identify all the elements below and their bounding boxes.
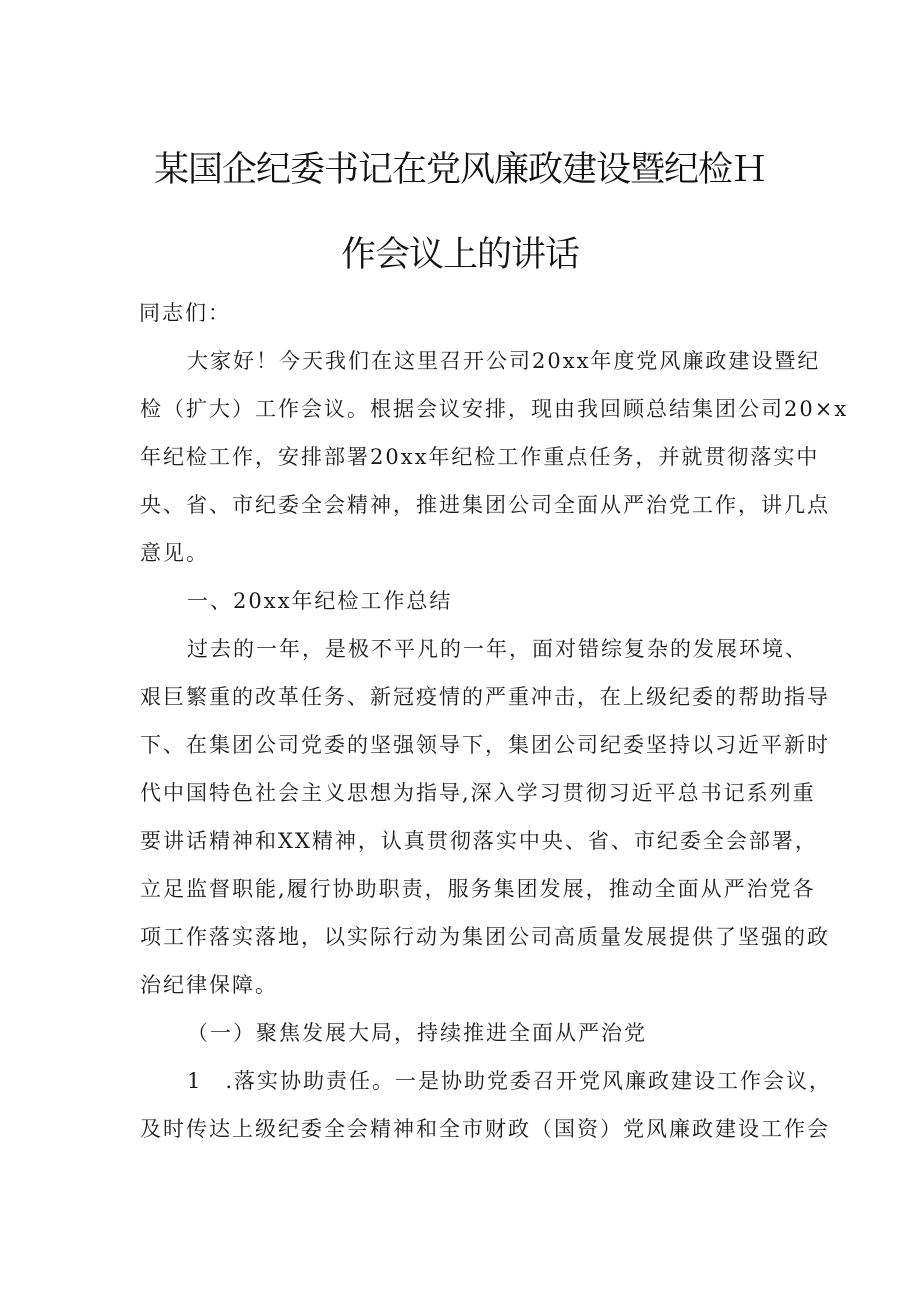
paragraph-2-line-8: 治纪律保障。 bbox=[140, 973, 278, 997]
paragraph-3-line-2: 及时传达上级纪委全会精神和全市财政（国资）党风廉政建设工作会 bbox=[140, 1117, 830, 1141]
paragraph-1-line-5: 意见。 bbox=[140, 541, 209, 565]
paragraph-1-line-1: 大家好！今天我们在这里召开公司20xx年度党风廉政建设暨纪 bbox=[187, 349, 821, 373]
paragraph-3-line-1: 1 .落实协助责任。一是协助党委召开党风廉政建设工作会议， bbox=[187, 1069, 833, 1093]
document-title-line-1: 某国企纪委书记在党风廉政建设暨纪检Ｈ bbox=[153, 150, 766, 190]
subsection-heading-1: （一）聚焦发展大局，持续推进全面从严治党 bbox=[187, 1021, 647, 1045]
paragraph-2-line-1: 过去的一年，是极不平凡的一年，面对错综复杂的发展环境、 bbox=[187, 637, 808, 661]
paragraph-1-line-3: 年纪检工作，安排部署20xx年纪检工作重点任务，并就贯彻落实中 bbox=[140, 445, 820, 469]
paragraph-1-line-4: 央、省、市纪委全会精神，推进集团公司全面从严治党工作，讲几点 bbox=[140, 493, 830, 517]
paragraph-1-line-2: 检（扩大）工作会议。根据会议安排，现由我回顾总结集团公司20×x bbox=[140, 397, 849, 421]
paragraph-2-line-5: 要讲话精神和XX精神，认真贯彻落实中央、省、市纪委全会部署， bbox=[140, 829, 818, 853]
section-heading-1: 一、20xx年纪检工作总结 bbox=[187, 589, 453, 613]
paragraph-2-line-3: 下、在集团公司党委的坚强领导下，集团公司纪委坚持以习近平新时 bbox=[140, 733, 830, 757]
paragraph-2-line-4: 代中国特色社会主义思想为指导,深入学习贯彻习近平总书记系列重 bbox=[140, 781, 816, 805]
paragraph-2-line-2: 艰巨繁重的改革任务、新冠疫情的严重冲击，在上级纪委的帮助指导 bbox=[140, 685, 830, 709]
document-title-line-2: 作会议上的讲话 bbox=[340, 235, 579, 275]
paragraph-2-line-6: 立足监督职能,履行协助职责，服务集团发展，推动全面从严治党各 bbox=[140, 877, 816, 901]
salutation: 同志们： bbox=[139, 301, 231, 325]
paragraph-2-line-7: 项工作落实落地，以实际行动为集团公司高质量发展提供了坚强的政 bbox=[140, 925, 830, 949]
